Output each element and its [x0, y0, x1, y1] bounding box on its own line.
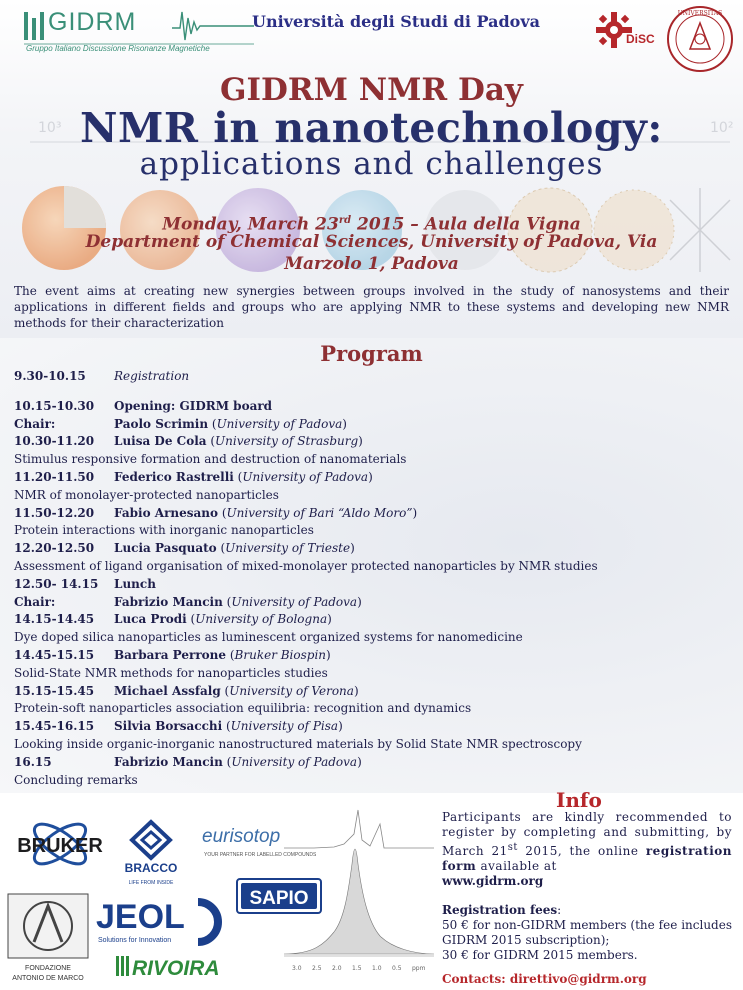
contacts-email-link[interactable]: direttivo@gidrm.org — [509, 972, 647, 986]
program-speaker: Paolo Scrimin (University of Padova) — [114, 416, 347, 431]
spectrum-axis-label: 0.5 — [392, 965, 402, 972]
program-time: Chair: — [14, 594, 56, 609]
registration-form-label: registration form — [442, 844, 732, 873]
program-time: 12.20-12.50 — [14, 541, 95, 556]
program-time: 15.45-16.15 — [14, 719, 95, 734]
eurisotop-tagline: YOUR PARTNER FOR LABELLED COMPOUNDS — [204, 852, 316, 858]
rivoira-logo-text: RIVOIRA — [132, 957, 220, 980]
info-heading: Info — [556, 788, 602, 812]
speaker-affiliation: University of Verona — [229, 683, 354, 698]
program-time: 16.15 — [14, 754, 52, 769]
fondazione-line1: FONDAZIONE — [25, 965, 71, 972]
bracco-logo-text: BRACCO — [124, 861, 178, 875]
talk-title: NMR of monolayer-protected nanoparticles — [14, 487, 279, 502]
speaker-name: Barbara Perrone — [114, 648, 227, 662]
svg-text:10²: 10² — [710, 120, 734, 136]
speaker-name: Lunch — [114, 576, 156, 591]
fee-non-member: 50 € for non-GIDRM members (the fee includes GIDRM 2015 subscription); — [442, 918, 732, 947]
fees-heading: Registration fees — [442, 903, 558, 917]
speaker-name: Opening: GIDRM board — [114, 398, 273, 413]
program-time: 14.15-14.45 — [14, 612, 95, 627]
speaker-name: Silvia Borsacchi — [114, 719, 223, 734]
talk-title: Stimulus responsive formation and destruction of nanomaterials — [14, 452, 407, 467]
jeol-logo-text: JEOL — [96, 898, 185, 936]
registration-text-2: 2015, the online — [517, 844, 646, 858]
bracco-tagline: LIFE FROM INSIDE — [128, 880, 174, 886]
talk-title: Dye doped silica nanoparticles as luminescent organized systems for nanomedicine — [14, 630, 523, 645]
rivoira-logo — [114, 952, 242, 980]
sapio-logo-text: SAPIO — [249, 888, 309, 909]
speaker-name: Registration — [114, 369, 190, 383]
program-time: 11.20-11.50 — [14, 470, 95, 484]
fondazione-line2: ANTONIO DE MARCO — [12, 975, 84, 982]
fees-heading-colon: : — [557, 903, 562, 917]
speaker-affiliation: University of Padova — [242, 470, 369, 484]
svg-text:UNIVERSITAS: UNIVERSITAS — [677, 10, 723, 17]
gidrm-logo-subtitle: Gruppo Italiano Discussione Risonanze Magnetiche — [26, 44, 210, 53]
eurisotop-logo-text: eurisotop — [202, 826, 281, 847]
program-speaker: Barbara Perrone (Bruker Biospin) — [114, 648, 331, 662]
jeol-tagline: Solutions for Innovation — [98, 937, 172, 944]
speaker-name: Michael Assfalg — [114, 683, 221, 698]
speaker-name: Luisa De Cola — [114, 434, 207, 449]
program-speaker: Luisa De Cola (University of Strasburg) — [114, 434, 363, 449]
spectrum-axis-label: 1.5 — [352, 965, 362, 972]
speaker-affiliation: University of Strasburg — [215, 434, 359, 449]
spectrum-axis-label: 1.0 — [372, 965, 382, 972]
speaker-affiliation: University of Pisa — [230, 719, 339, 734]
page-subtitle: applications and challenges — [139, 146, 604, 182]
event-venue-line2: Marzolo 1, Padova — [284, 254, 459, 274]
date-location: 2015 – Aula della Vigna — [351, 214, 581, 235]
program-time: 14.45-15.15 — [14, 648, 95, 662]
spectrum-axis-label: 3.0 — [292, 965, 302, 972]
program-speaker — [114, 369, 189, 383]
bruker-logo-text: BRUKER — [17, 835, 103, 857]
program-speaker: Michael Assfalg (University of Verona) — [114, 683, 359, 698]
program-time: 12.50- 14.15 — [14, 576, 99, 591]
date-prefix: Monday, March 23 — [162, 214, 339, 235]
registration-date-sup: st — [507, 842, 518, 853]
registration-text-3: available at — [476, 859, 557, 873]
fee-member: 30 € for GIDRM 2015 members. — [442, 948, 638, 962]
spectrum-axis-label: 2.5 — [312, 965, 322, 972]
program-speaker: Fabrizio Mancin (University of Padova) — [114, 754, 362, 769]
info-section — [442, 810, 732, 963]
talk-title: Solid-State NMR methods for nanoparticles studies — [14, 665, 328, 680]
nmr-spectrum-graphic — [284, 804, 434, 980]
jeol-logo — [94, 890, 226, 950]
program-heading: Program — [320, 341, 423, 366]
svg-text:10³: 10³ — [38, 120, 62, 136]
university-seal-logo — [666, 5, 734, 73]
registration-url-link[interactable]: www.gidrm.org — [442, 874, 544, 888]
event-description: The event aims at creating new synergies between groups involved in the study of nanosystems and their applications in different fields and groups who are applying NMR to these systems and developing new NMR methods for their characterization — [14, 284, 729, 330]
speaker-name: Fabio Arnesano — [114, 505, 219, 520]
speaker-name: Luca Prodi — [114, 612, 187, 627]
registration-text: Participants are kindly recommended to register by completing and submitting, by March 21 — [442, 810, 732, 858]
program-speaker — [114, 577, 156, 591]
bruker-logo — [6, 810, 114, 878]
program-speaker: Lucia Pasquato (University of Trieste) — [114, 541, 355, 556]
talk-title: Assessment of ligand organisation of mixed-monolayer protected nanoparticles by NMR studies — [14, 559, 598, 573]
program-time: Chair: — [14, 416, 56, 431]
speaker-affiliation: University of Padova — [216, 416, 343, 431]
event-venue-line1: Department of Chemical Sciences, University of Padova, Via — [85, 232, 658, 252]
program-time: 11.50-12.20 — [14, 505, 95, 520]
university-name: Università degli Studi di Padova — [252, 12, 541, 31]
program-speaker: Silvia Borsacchi (University of Pisa) — [114, 719, 343, 734]
bracco-logo — [118, 818, 184, 888]
speaker-affiliation: University of Bari “Aldo Moro” — [226, 505, 413, 520]
date-suffix-sup: rd — [338, 215, 352, 226]
contacts-label: Contacts: — [442, 972, 506, 986]
talk-title: Protein interactions with inorganic nanoparticles — [14, 523, 314, 538]
program-time: 15.15-15.45 — [14, 683, 95, 698]
program-time: 9.30-10.15 — [14, 369, 86, 383]
program-speaker: Fabio Arnesano (University of Bari “Aldo Moro”) — [114, 505, 418, 520]
speaker-name: Paolo Scrimin — [114, 416, 209, 431]
event-name: GIDRM NMR Day — [220, 72, 523, 108]
talk-title: Protein-soft nanoparticles association equilibria: recognition and dynamics — [14, 701, 472, 716]
speaker-affiliation: University of Bologna — [195, 612, 328, 627]
speaker-name: Lucia Pasquato — [114, 541, 217, 556]
disc-logo-text: DiSC — [626, 32, 655, 46]
gidrm-logo-text: GIDRM — [48, 8, 137, 36]
fondazione-de-marco-logo — [4, 892, 92, 984]
registration-paragraph — [442, 810, 732, 874]
contacts — [442, 972, 647, 986]
program-speaker — [114, 399, 272, 413]
speaker-affiliation: University of Padova — [231, 594, 358, 609]
speaker-affiliation: Bruker Biospin — [234, 648, 327, 662]
spectrum-axis-label: ppm — [412, 965, 426, 972]
page-title: NMR in nanotechnology: — [80, 104, 663, 152]
talk-title: Concluding remarks — [14, 772, 138, 787]
program-time: 10.15-10.30 — [14, 398, 95, 413]
speaker-name: Federico Rastrelli — [114, 470, 234, 484]
speaker-name: Fabrizio Mancin — [114, 594, 223, 609]
program-time: 10.30-11.20 — [14, 434, 95, 449]
speaker-affiliation: University of Padova — [231, 754, 358, 769]
spectrum-axis-label: 2.0 — [332, 965, 342, 972]
program-speaker: Fabrizio Mancin (University of Padova) — [114, 594, 362, 609]
program-speaker: Luca Prodi (University of Bologna) — [114, 612, 332, 627]
speaker-affiliation: University of Trieste — [225, 541, 351, 556]
talk-title: Looking inside organic-inorganic nanostructured materials by Solid State NMR spectroscopy — [14, 737, 582, 751]
program-speaker: Federico Rastrelli (University of Padova) — [114, 470, 373, 484]
speaker-name: Fabrizio Mancin — [114, 754, 223, 769]
